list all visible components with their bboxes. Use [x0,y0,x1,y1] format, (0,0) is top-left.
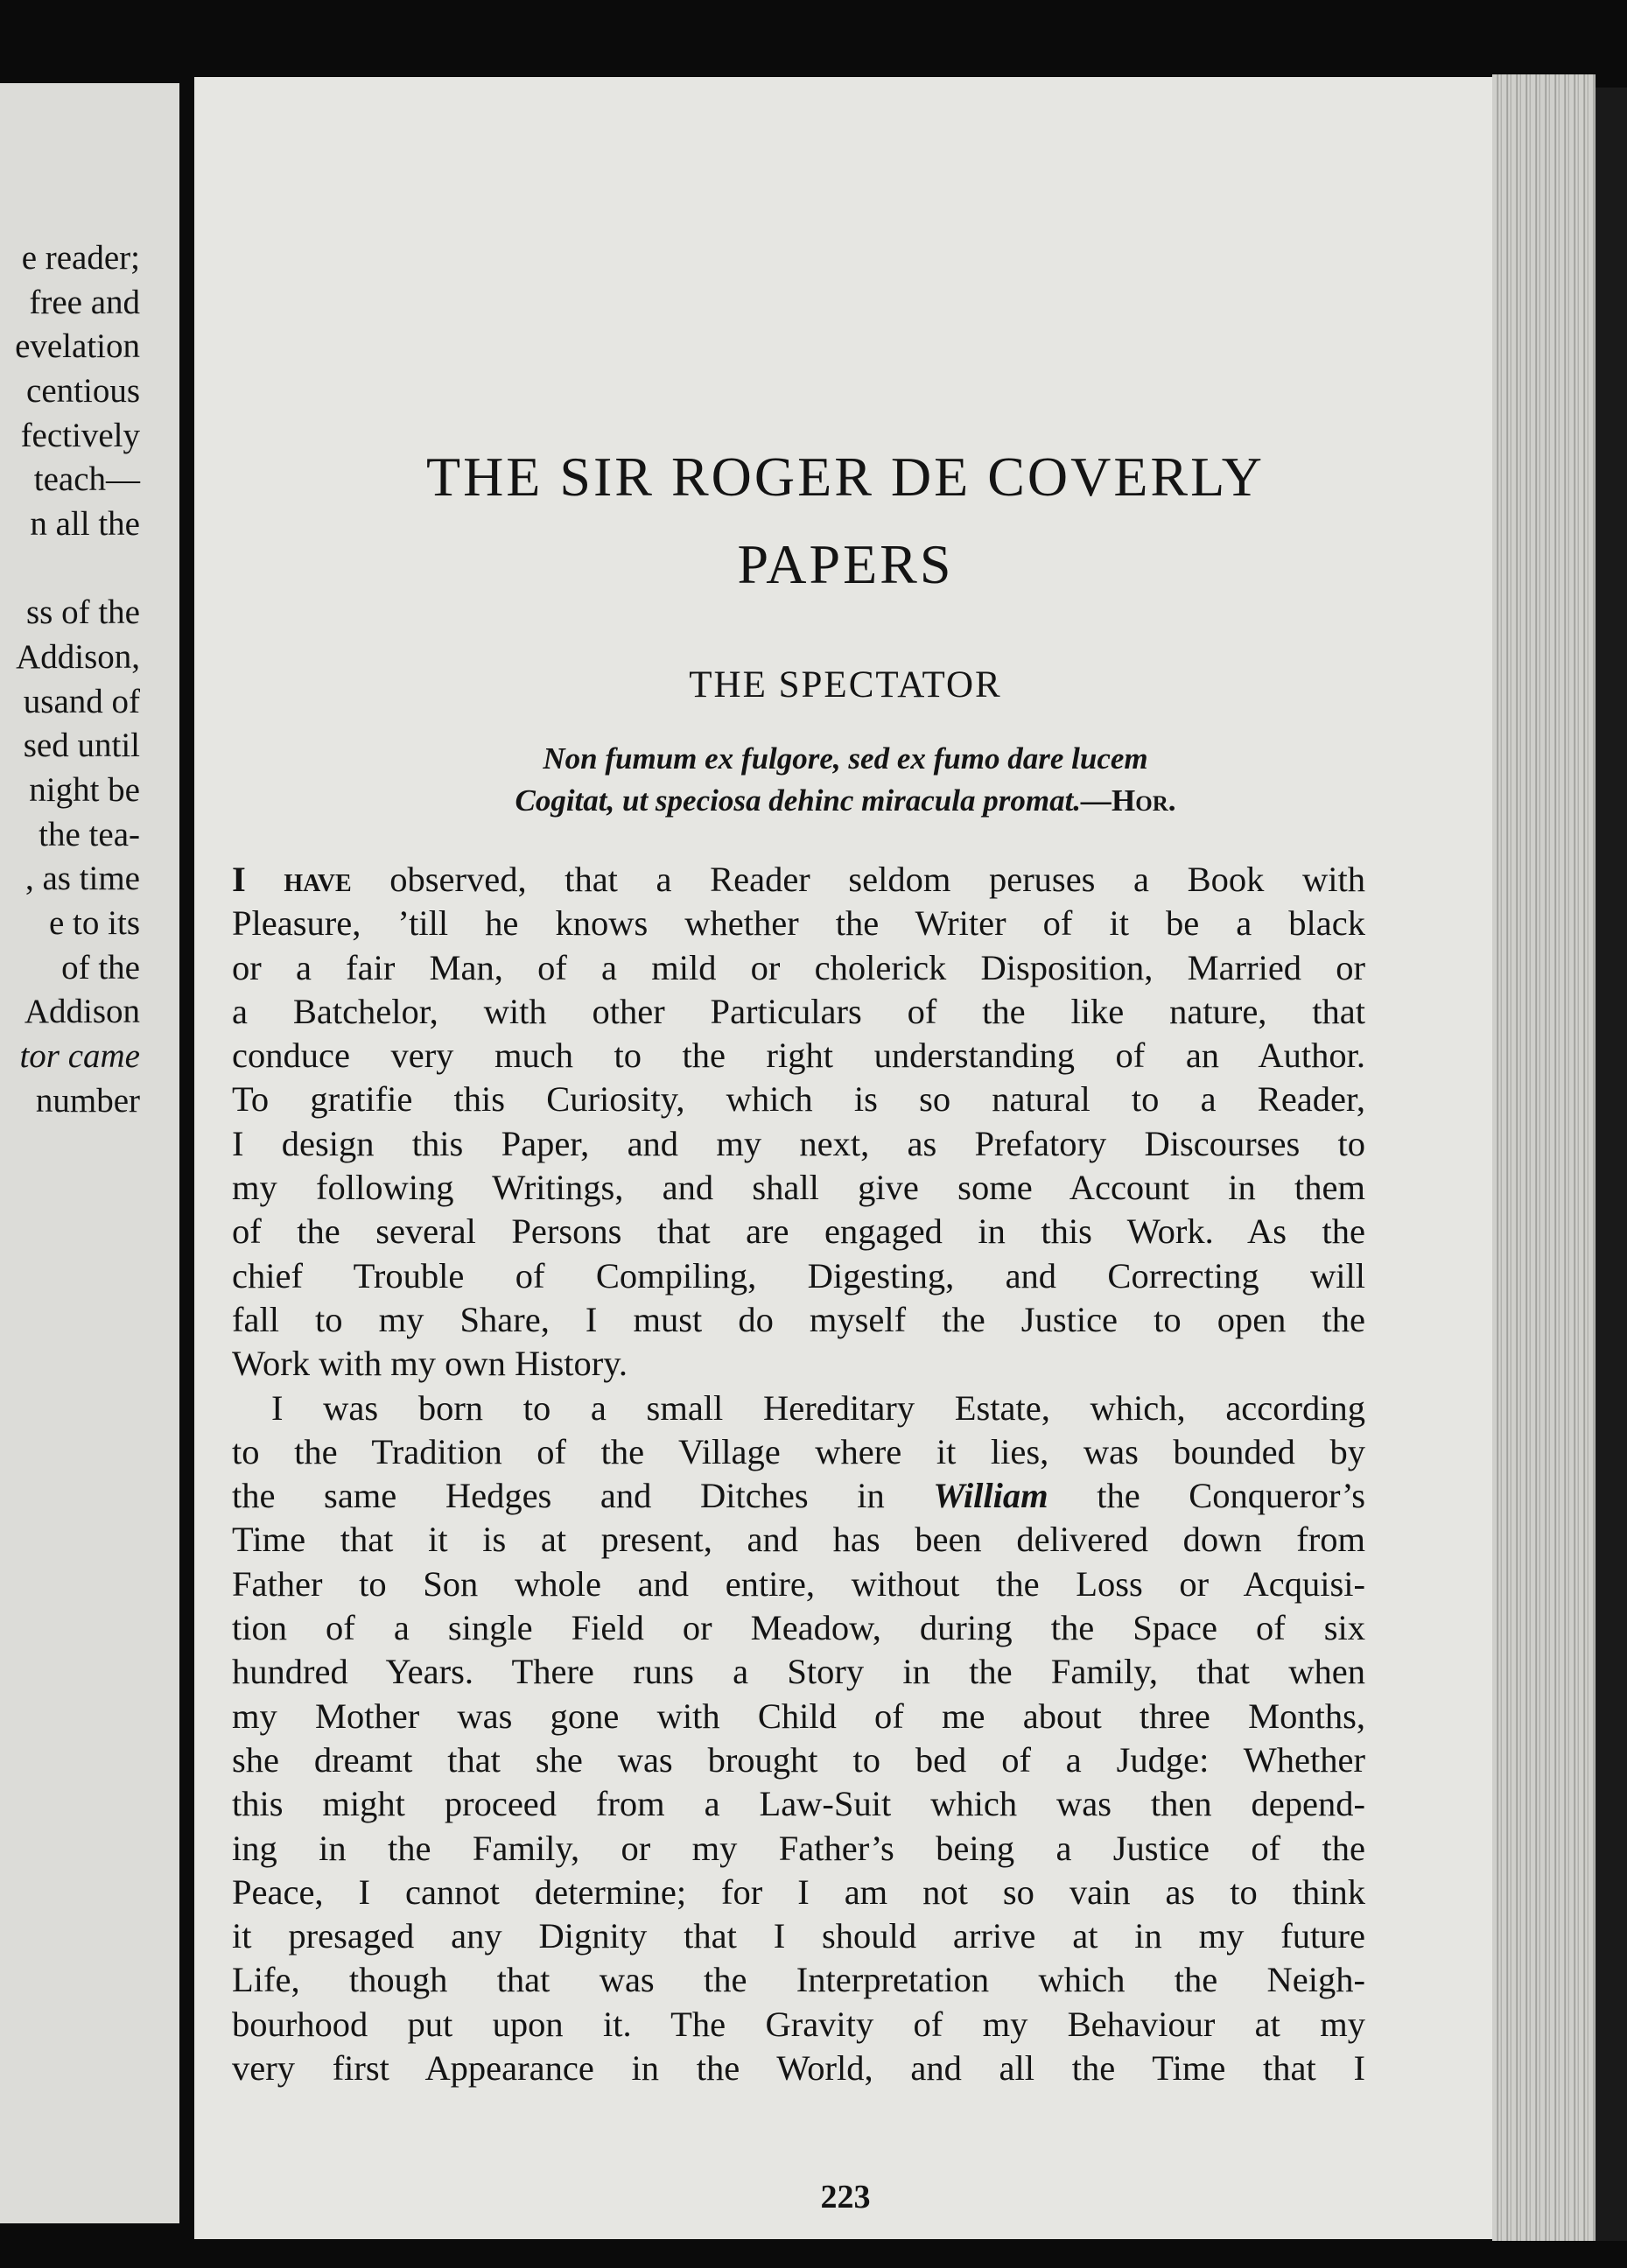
left-page-line: e to its [49,904,140,942]
paragraph-1-line [232,858,1365,902]
paragraph-2-text: the same Hedges and Ditches in [232,1476,934,1516]
paragraph-2-line [232,1474,1365,1518]
paragraph-1-line: Work with my own History. [232,1344,628,1384]
italic-name: William [933,1476,1048,1516]
left-page-line: usand of [23,683,140,720]
left-page-line: free and [29,284,140,321]
paragraph-1-line: To gratifie this Curiosity, which is so natural to a Reader, [232,1079,1365,1120]
left-page-line: Addison, [16,638,140,676]
paragraph-1-line: I design this Paper, and my next, as Prefatory Discourses to [232,1123,1365,1163]
left-page-line: night be [29,771,140,809]
paragraph-2-line: to the Tradition of the Village where it lies, was bounded by [232,1431,1365,1471]
left-page-line: evelation [15,327,140,365]
epigraph-line-1: Non fumum ex fulgore, sed ex fumo dare lucem [543,741,1148,776]
paragraph-1-line: a Batchelor, with other Particulars of the like nature, that [232,991,1365,1031]
paragraph-lead-word: I have [232,860,352,899]
paragraph-1-line: Pleasure, ’till he knows whether the Writer of it be a black [232,903,1365,944]
left-page-line: tor came [19,1037,140,1075]
paragraph-2-line: Father to Son whole and entire, without the Loss or Acquisi- [232,1563,1365,1604]
paragraph-2-line: hundred Years. There runs a Story in the Family, that when [232,1652,1365,1692]
paragraph-1-text: observed, that a Reader seldom peruses a Book with [351,860,1365,899]
epigraph-line-2-text: Cogitat, ut speciosa dehinc miracula promat.— [515,783,1112,818]
left-page-line: teach— [33,460,140,498]
paragraph-2-line: she dreamt that she was brought to bed of a Judge: Whether [232,1739,1365,1780]
paragraph-2-line: tion of a single Field or Meadow, during the Space of six [232,1608,1365,1648]
paragraph-2-text: the Conqueror’s [1048,1476,1365,1516]
paragraph-1-line: fall to my Share, I must do myself the Justice to open the [232,1299,1365,1339]
book-edge-shadow [1595,88,1627,2241]
paragraph-2-line: I was born to a small Hereditary Estate, which, according [271,1387,1365,1428]
left-page-line: centious [26,372,140,410]
left-page-line: Addison [24,993,140,1030]
left-page-line: sed until [23,727,140,764]
epigraph [194,738,1497,822]
book-gutter [179,35,195,2268]
left-facing-page [0,83,179,2223]
left-page-line: , as time [25,860,140,897]
left-page-line: of the [61,949,140,987]
main-page [194,77,1497,2239]
epigraph-line-2 [194,780,1497,822]
paragraph-2-line: Time that it is at present, and has been delivered down from [232,1520,1365,1560]
paragraph-2-line: very first Appearance in the World, and all the Time that I [232,2048,1365,2089]
paragraph-1-line: conduce very much to the right understanding of an Author. [232,1036,1365,1076]
paragraph-2-line: Peace, I cannot determine; for I am not so vain as to think [232,1871,1365,1912]
left-page-line: number [35,1082,140,1120]
left-page-line: n all the [30,505,140,543]
paragraph-2-line: this might proceed from a Law-Suit which was then depend- [232,1784,1365,1824]
paragraph-2-line: bourhood put upon it. The Gravity of my Behaviour at my [232,2004,1365,2044]
epigraph-attribution: Hor. [1112,783,1176,818]
left-page-line: fectively [20,417,140,454]
paragraph-2-line: it presaged any Dignity that I should arrive at in my future [232,1916,1365,1956]
left-page-line: e reader; [21,239,140,277]
book-title-line-1: THE SIR ROGER DE COVERLY [425,446,1266,508]
book-title-line-2: PAPERS [737,533,954,595]
body-text [232,858,1365,2090]
section-heading: THE SPECTATOR [689,664,1002,706]
paragraph-2-line: my Mother was gone with Child of me about three Months, [232,1696,1365,1736]
page-number: 223 [820,2179,871,2215]
paragraph-1-line: my following Writings, and shall give some Account in them [232,1168,1365,1208]
paragraph-2-line: ing in the Family, or my Father’s being a Justice of the [232,1828,1365,1868]
left-page-line: the tea- [39,816,140,853]
paragraph-1-line: of the several Persons that are engaged in this Work. As the [232,1211,1365,1252]
page-edges [1492,74,1595,2241]
paragraph-1-line: or a fair Man, of a mild or cholerick Disposition, Married or [232,947,1365,987]
paragraph-1-line: chief Trouble of Compiling, Digesting, and Correcting will [232,1255,1365,1295]
paragraph-2-line: Life, though that was the Interpretation which the Neigh- [232,1960,1365,2000]
left-page-line: ss of the [26,593,140,631]
